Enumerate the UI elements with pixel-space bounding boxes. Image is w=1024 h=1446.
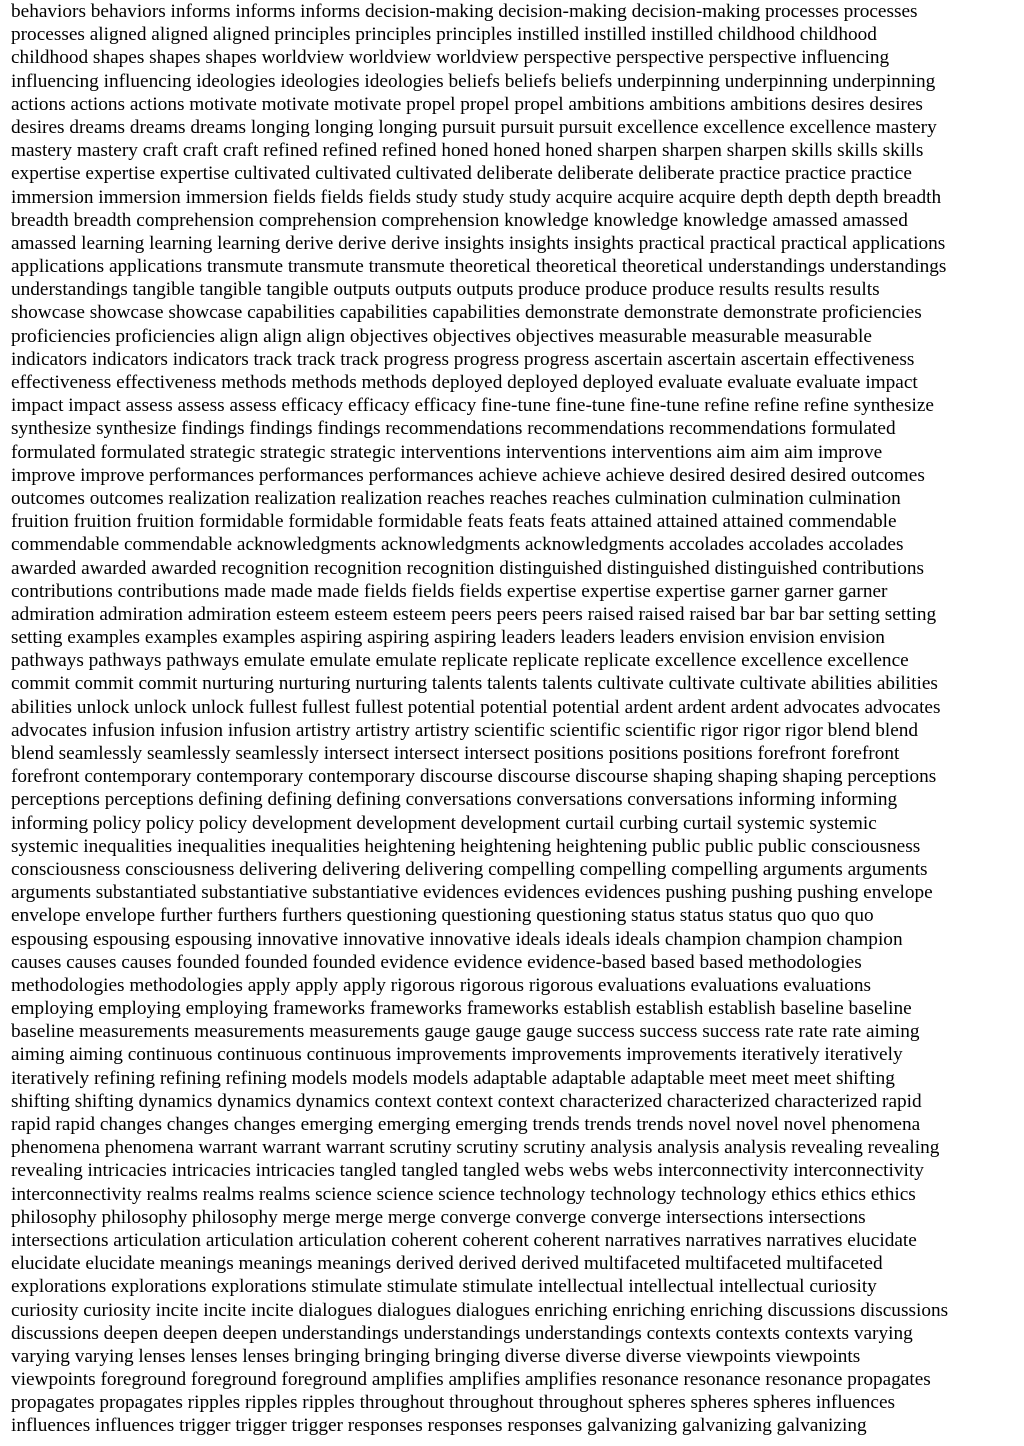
text-line: consciousness consciousness delivering delivering delivering compelling compelling compelling arguments arguments: [11, 858, 928, 880]
text-line: indicators indicators indicators track track track progress progress progress ascertain ascertain ascertain effectiveness: [11, 348, 915, 370]
text-line: synthesize synthesize findings findings findings recommendations recommendations recommendations formulated: [11, 418, 896, 440]
text-line: revealing intricacies intricacies intricacies tangled tangled tangled webs webs webs interconnectivity interconnectivity: [11, 1160, 924, 1182]
text-line: processes aligned aligned aligned principles principles principles instilled instilled instilled childhood childhood: [11, 24, 877, 46]
text-line: aiming aiming continuous continuous continuous improvements improvements improvements iteratively iteratively: [11, 1044, 903, 1066]
text-line: desires dreams dreams dreams longing longing longing pursuit pursuit pursuit excellence excellence excellence mastery: [11, 116, 937, 138]
text-line: forefront contemporary contemporary contemporary discourse discourse discourse shaping shaping shaping perceptions: [11, 766, 937, 788]
text-line: commendable commendable acknowledgments acknowledgments acknowledgments accolades accolades accolades: [11, 534, 904, 556]
text-line: amassed learning learning learning derive derive derive insights insights insights practical practical practical applications: [11, 232, 946, 254]
text-line: employing employing employing frameworks frameworks frameworks establish establish establish baseline baseline: [11, 998, 912, 1020]
text-line: advocates infusion infusion infusion artistry artistry artistry scientific scientific scientific rigor rigor rigor blend blend: [11, 719, 919, 741]
text-line: formulated formulated strategic strategic strategic interventions interventions interventions aim aim aim improve: [11, 441, 883, 463]
text-line: elucidate elucidate meanings meanings meanings derived derived derived multifaceted multifaceted multifaceted: [11, 1253, 883, 1275]
text-line: explorations explorations explorations stimulate stimulate stimulate intellectual intellectual intellectual curiosity: [11, 1276, 877, 1298]
text-line: expertise expertise expertise cultivated cultivated cultivated deliberate deliberate deliberate practice practice practice: [11, 163, 912, 185]
text-line: admiration admiration admiration esteem esteem esteem peers peers peers raised raised raised bar bar bar setting setting: [11, 603, 937, 625]
text-line: envelope envelope further furthers furthers questioning questioning questioning status status status quo quo quo: [11, 905, 874, 927]
text-line: arguments substantiated substantiative substantiative evidences evidences evidences pushing pushing pushing envelope: [11, 882, 933, 904]
text-line: philosophy philosophy philosophy merge merge merge converge converge converge intersections intersections: [11, 1206, 866, 1228]
text-line: causes causes causes founded founded founded evidence evidence evidence-based based based methodologies: [11, 951, 862, 973]
text-line: methodologies methodologies apply apply apply rigorous rigorous rigorous evaluations evaluations evaluations: [11, 974, 872, 996]
text-line: actions actions actions motivate motivate motivate propel propel propel ambitions ambitions ambitions desires desires: [11, 93, 923, 115]
text-line: proficiencies proficiencies align align align objectives objectives objectives measurable measurable measurable: [11, 325, 872, 347]
text-line: blend seamlessly seamlessly seamlessly intersect intersect intersect positions positions positions forefront forefront: [11, 743, 900, 764]
text-line: shifting shifting dynamics dynamics dynamics context context context characterized characterized characterized rapid: [11, 1090, 922, 1112]
text-line: influences influences trigger trigger trigger responses responses responses galvanizing galvanizing galvanizing: [11, 1415, 867, 1437]
text-line: pathways pathways pathways emulate emulate emulate replicate replicate replicate excellence excellence excellence: [11, 650, 909, 672]
text-line: informing policy policy policy development development development curtail curbing curtail systemic systemic: [11, 812, 877, 834]
text-line: contributions contributions made made made fields fields fields expertise expertise expertise garner garner garner: [11, 580, 888, 602]
text-line: awarded awarded awarded recognition recognition recognition distinguished distinguished distinguished contributions: [11, 557, 924, 579]
text-line: rapid rapid changes changes changes emerging emerging emerging trends trends trends novel novel novel phenomena: [11, 1114, 921, 1135]
text-line: perceptions perceptions defining defining defining conversations conversations conversations informing informing: [11, 789, 898, 811]
text-line: fruition fruition fruition formidable formidable formidable feats feats feats attained attained attained commendable: [11, 511, 897, 533]
text-line: showcase showcase showcase capabilities capabilities capabilities demonstrate demonstrate demonstrate proficiencies: [11, 302, 922, 324]
text-line: espousing espousing espousing innovative innovative innovative ideals ideals ideals champion champion champion: [11, 928, 903, 950]
text-line: curiosity curiosity incite incite incite dialogues dialogues dialogues enriching enriching enriching discussions discussions: [11, 1299, 949, 1321]
text-line: intersections articulation articulation articulation coherent coherent coherent narratives narratives narratives elucidate: [11, 1229, 917, 1251]
text-line: systemic inequalities inequalities inequalities heightening heightening heightening public public public consciousness: [11, 835, 921, 857]
text-line: iteratively refining refining refining models models models adaptable adaptable adaptable meet meet meet shifting: [11, 1067, 895, 1089]
text-line: applications applications transmute transmute transmute theoretical theoretical theoretical understandings understandings: [11, 256, 947, 278]
text-line: baseline measurements measurements measurements gauge gauge gauge success success success rate rate rate aiming: [11, 1021, 920, 1043]
text-line: setting examples examples examples aspiring aspiring aspiring leaders leaders leaders envision envision envision: [11, 627, 885, 649]
text-line: childhood shapes shapes shapes worldview worldview worldview perspective perspective perspective influencing: [11, 47, 890, 69]
text-line: effectiveness effectiveness methods methods methods deployed deployed deployed evaluate evaluate evaluate impact: [11, 372, 918, 393]
text-line: outcomes outcomes realization realization realization reaches reaches reaches culmination culmination culmination: [11, 487, 901, 509]
text-line: phenomena phenomena warrant warrant warrant scrutiny scrutiny scrutiny analysis analysis analysis revealing revealing: [11, 1137, 940, 1159]
text-line: viewpoints foreground foreground foreground amplifies amplifies amplifies resonance resonance resonance propagates: [11, 1369, 931, 1391]
text-line: improve improve performances performances performances achieve achieve achieve desired desired desired outcomes: [11, 464, 925, 486]
text-line: understandings tangible tangible tangible outputs outputs outputs produce produce produce results results results: [11, 279, 880, 301]
text-line: breadth breadth comprehension comprehension comprehension knowledge knowledge knowledge amassed amassed: [11, 209, 908, 231]
text-line: propagates propagates ripples ripples ripples throughout throughout throughout spheres spheres spheres influences: [11, 1392, 896, 1414]
text-line: influencing influencing ideologies ideologies ideologies beliefs beliefs beliefs underpinning underpinning underpinning: [11, 70, 936, 92]
text-line: immersion immersion immersion fields fields fields study study study acquire acquire acquire depth depth depth breadth: [11, 186, 942, 208]
text-line: varying varying lenses lenses lenses bringing bringing bringing diverse diverse diverse viewpoints viewpoints: [11, 1345, 861, 1367]
text-line: impact impact assess assess assess efficacy efficacy efficacy fine-tune fine-tune fine-tune refine refine refine synthesize: [11, 395, 934, 417]
text-line: interconnectivity realms realms realms science science science technology technology technology ethics ethics ethics: [11, 1183, 916, 1205]
text-line: mastery mastery craft craft craft refined refined refined honed honed honed sharpen sharpen sharpen skills skills skills: [11, 140, 924, 162]
text-line: discussions deepen deepen deepen understandings understandings understandings contexts contexts contexts varying: [11, 1322, 913, 1344]
text-line: abilities unlock unlock unlock fullest fullest fullest potential potential potential ardent ardent ardent advocates advocates: [11, 696, 941, 718]
text-line: behaviors behaviors informs informs informs decision-making decision-making decision-making processes processes: [11, 1, 918, 22]
text-line: commit commit commit nurturing nurturing nurturing talents talents talents cultivate cultivate cultivate abilities abilities: [11, 673, 938, 695]
